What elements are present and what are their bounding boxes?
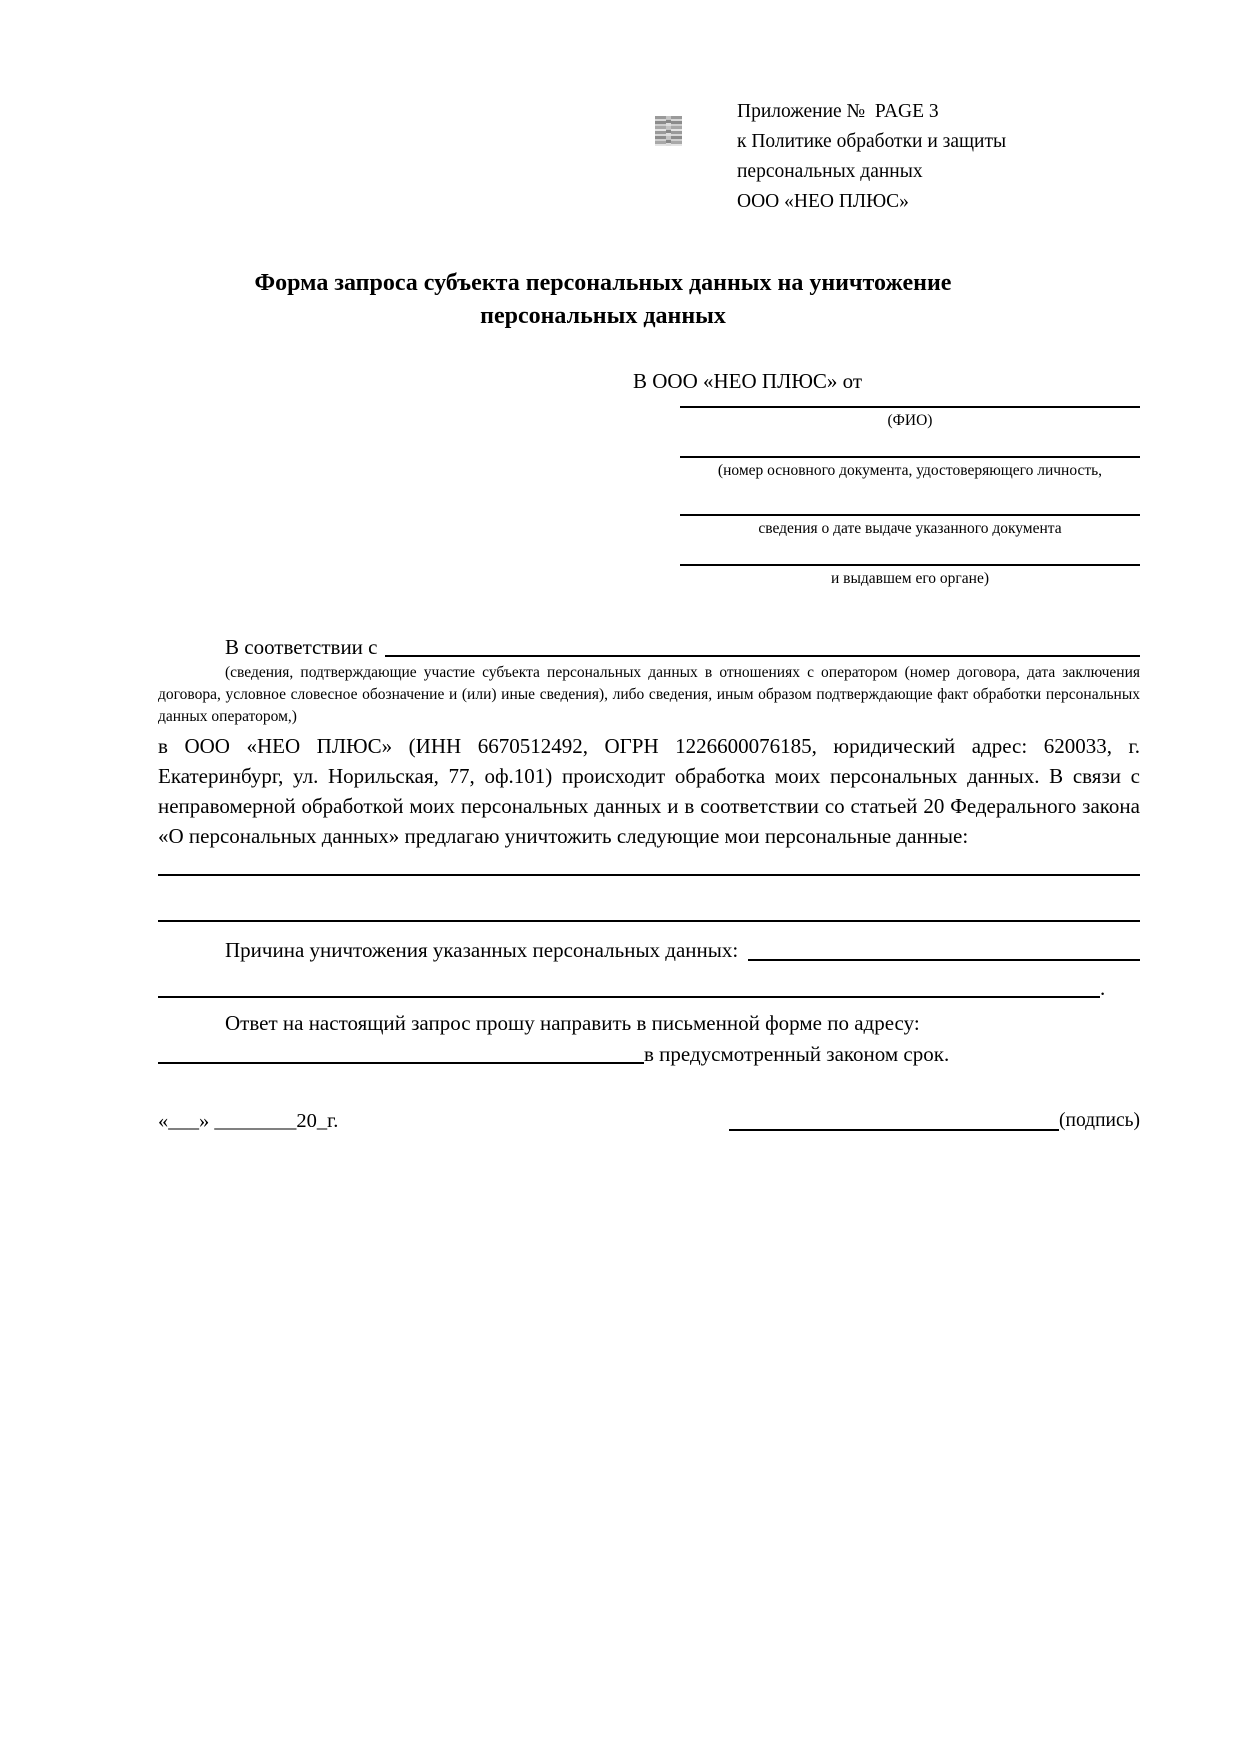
addressee-line: В ООО «НЕО ПЛЮС» от: [633, 369, 863, 393]
date-blank-text: «___» ________20_г.: [158, 1110, 339, 1132]
personal-data-blank-line-1: [158, 874, 1140, 876]
reason-label: Причина уничтожения указанных персональных данных:: [225, 938, 739, 962]
fio-field-caption: (ФИО): [887, 412, 933, 429]
reason-line-terminator: .: [1100, 976, 1106, 1000]
response-suffix-text: в предусмотренный законом срок.: [644, 1042, 950, 1066]
policy-reference-line-1: к Политике обработки и защиты: [737, 131, 1007, 152]
document-number-blank-line: [680, 456, 1140, 458]
issue-date-field: [680, 514, 1140, 538]
signature-group: [729, 1107, 1140, 1135]
fio-field: [680, 406, 1140, 430]
document-number-caption: (номер основного документа, удостоверяющего личность,: [717, 462, 1103, 479]
signature-blank-line: [729, 1129, 1059, 1131]
date-signature-row: [158, 1107, 1140, 1135]
company-name: ООО «НЕО ПЛЮС»: [737, 191, 909, 212]
issuing-authority-caption: и выдавшем его органе): [830, 570, 990, 587]
response-address-row: [158, 1039, 1140, 1069]
document-title-line-2: персональных данных: [480, 303, 726, 329]
accordance-footnote: (сведения, подтверждающие участие субъекта персональных данных в отношениях с оператором (номер договора, дата заключения договора, условное словесное обозначение и (или) иные сведения), либо сведения, иным образом подтверждающие факт обработки персональных данных оператором,): [158, 664, 1140, 725]
issue-date-caption: сведения о дате выдаче указанного документа: [758, 520, 1062, 537]
accordance-row: [158, 634, 1140, 660]
personal-data-blank-line-2: [158, 920, 1140, 922]
policy-reference-line-2: персональных данных: [737, 161, 923, 182]
document-number-field: [680, 456, 1140, 480]
accordance-blank-line: [385, 655, 1141, 657]
reason-continuation-row: [158, 975, 1140, 1001]
reason-row: [158, 936, 1140, 964]
appendix-header: [737, 97, 1140, 217]
reason-continuation-blank-line: [158, 996, 1100, 998]
document-title-line-1: Форма запроса субъекта персональных данных на уничтожение: [254, 270, 952, 296]
document-title: [158, 267, 1140, 333]
reason-blank-line: [748, 959, 1140, 961]
applicant-details-block: [680, 406, 1140, 588]
fio-blank-line: [680, 406, 1140, 408]
main-paragraph: в ООО «НЕО ПЛЮС» (ИНН 6670512492, ОГРН 1226600076185, юридический адрес: 620033, г. Екатеринбург, ул. Норильская, 77, оф.101) происходит обработка моих персональных данных. В связи с неправомерной обработкой моих персональных данных и в соответствии со статьей 20 Федерального закона «О персональных данных» предлагаю уничтожить следующие мои персональные данные:: [158, 734, 1140, 848]
address-blank-line: [158, 1062, 644, 1064]
accordance-prefix-text: В соответствии с: [225, 635, 378, 659]
signature-caption: (подпись): [1059, 1110, 1140, 1131]
issuing-authority-blank-line: [680, 564, 1140, 566]
issuing-authority-field: [680, 564, 1140, 588]
issue-date-blank-line: [680, 514, 1140, 516]
response-request-line: Ответ на настоящий запрос прошу направить в письменной форме по адресу:: [225, 1011, 920, 1035]
appendix-number-line: Приложение № PAGE 3: [737, 101, 939, 122]
embedded-object-artifact-icon: [655, 116, 682, 146]
